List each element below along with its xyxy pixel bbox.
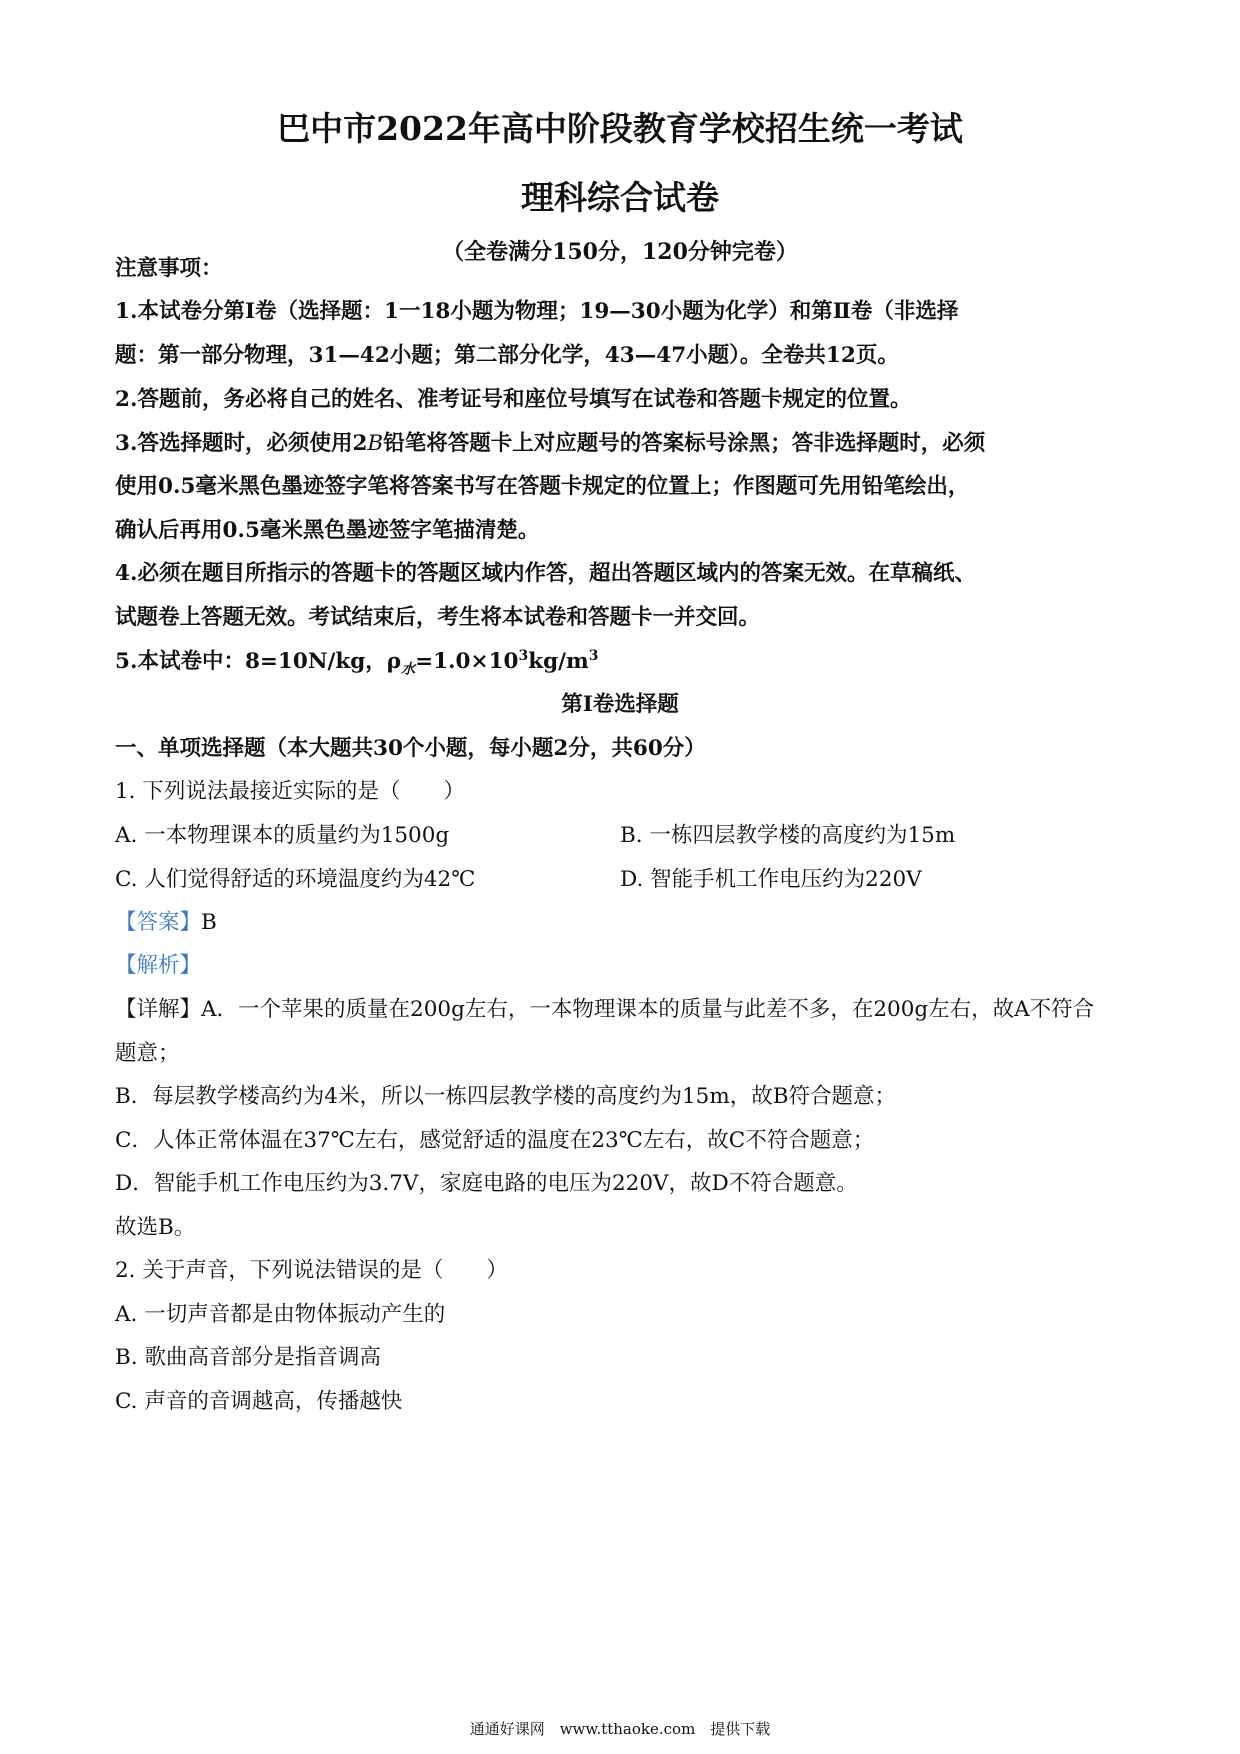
- footer-source: 通通好课网 www.tthaoke.com 提供下载: [469, 1720, 771, 1738]
- q1-option-a: A. 一本物理课本的质量约为1500g: [115, 823, 450, 848]
- notice-line-4-c: 铅笔将答题卡上对应题号的答案标号涂黑；答非选择题时，必须: [383, 431, 986, 456]
- q2-option-c: C. 声音的音调越高，传播越快: [115, 1389, 403, 1414]
- notice-line-6: 确认后再用0.5毫米黑色墨迹签字笔描清楚。: [115, 518, 540, 543]
- q2-stem: 2. 关于声音，下列说法错误的是（ ）: [115, 1258, 508, 1283]
- notice-line-2: 题：第一部分物理，31—42小题；第二部分化学，43—47小题）。全卷共12页。: [115, 343, 899, 368]
- q1-conclusion: 故选B。: [115, 1215, 196, 1240]
- notice-heading: 注意事项：: [115, 256, 223, 281]
- notice-line-4-a: 3.答选择题时，必须使用2: [115, 431, 368, 456]
- q1-option-c: C. 人们觉得舒适的环境温度约为42℃: [115, 867, 476, 892]
- notice-line-9-sub: 水: [401, 661, 416, 678]
- q1-detail-4: C．人体正常体温在37℃左右，感觉舒适的温度在23℃左右，故C不符合题意；: [115, 1128, 875, 1153]
- notice-line-9: [115, 647, 1135, 677]
- exam-score-note: （全卷满分150分，120分钟完卷）: [442, 239, 798, 265]
- analysis-tag: 【解析】: [115, 953, 202, 978]
- q1-stem: 1. 下列说法最接近实际的是（ ）: [115, 779, 465, 804]
- q1-detail-3: B．每层教学楼高约为4米，所以一栋四层教学楼的高度约为15m，故B符合题意；: [115, 1084, 897, 1109]
- section-part-title: 第I卷选择题: [561, 692, 679, 717]
- notice-line-7: 4.必须在题目所指示的答题卡的答题区域内作答，超出答题区域内的答案无效。在草稿纸、: [115, 561, 976, 586]
- q1-detail-5: D．智能手机工作电压约为3.7V，家庭电路的电压为220V，故D不符合题意。: [115, 1171, 858, 1196]
- q1-option-b: B. 一栋四层教学楼的高度约为15m: [620, 823, 956, 848]
- notice-line-9-b: =1.0×10: [415, 649, 519, 674]
- exam-subtitle: 理科综合试卷: [521, 178, 719, 217]
- section-heading: 一、单项选择题（本大题共30个小题，每小题2分，共60分）: [115, 736, 706, 761]
- notice-line-4: [115, 429, 1135, 459]
- notice-line-1: 1.本试卷分第I卷（选择题：1一18小题为物理；19—30小题为化学）和第Ⅱ卷（非选择: [115, 299, 959, 324]
- exam-title: 巴中市2022年高中阶段教育学校招生统一考试: [277, 109, 963, 148]
- q1-options-row-2: [115, 865, 1135, 895]
- q2-option-a: A. 一切声音都是由物体振动产生的: [115, 1302, 446, 1327]
- q1-options-row-1: [115, 821, 1135, 851]
- q1-detail-2: 题意；: [115, 1041, 180, 1066]
- notice-line-3: 2.答题前，务必将自己的姓名、准考证号和座位号填写在试卷和答题卡规定的位置。: [115, 387, 912, 412]
- q1-answer: [115, 908, 1135, 938]
- answer-tag: 【答案】: [115, 910, 202, 935]
- answer-value: B: [201, 910, 217, 935]
- notice-line-9-sup2: 3: [588, 647, 599, 664]
- q1-option-d: D. 智能手机工作电压约为220V: [620, 867, 922, 892]
- notice-line-9-sup1: 3: [518, 647, 529, 664]
- notice-line-4-b: B: [367, 431, 384, 456]
- notice-line-9-a: 5.本试卷中：8=10N/kg，ρ: [115, 649, 402, 674]
- notice-line-5: 使用0.5毫米黑色墨迹签字笔将答案书写在答题卡规定的位置上；作图题可先用铅笔绘出，: [115, 474, 970, 499]
- notice-line-9-c: kg/m: [528, 649, 589, 674]
- notice-line-8: 试题卷上答题无效。考试结束后，考生将本试卷和答题卡一并交回。: [115, 605, 761, 630]
- q1-detail-1: 【详解】A．一个苹果的质量在200g左右，一本物理课本的质量与此差不多，在200g左右，故A不符合: [115, 997, 1095, 1022]
- q2-option-b: B. 歌曲高音部分是指音调高: [115, 1345, 381, 1370]
